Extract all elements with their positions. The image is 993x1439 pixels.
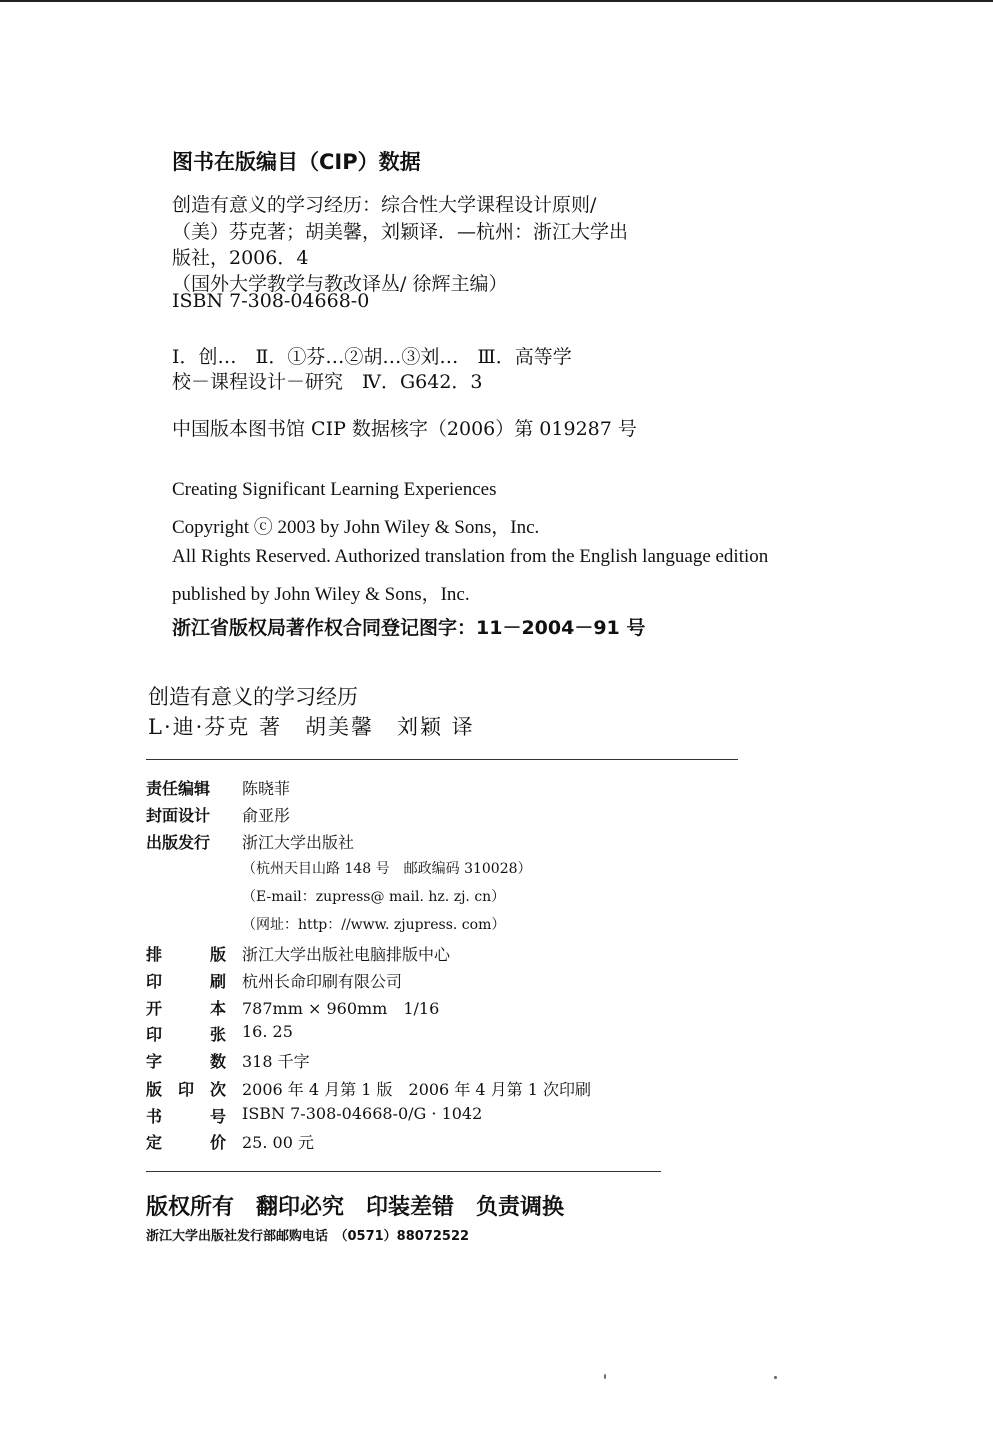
colophon-label-char: 印	[146, 1025, 163, 1044]
colophon-label: 责任编辑	[146, 779, 211, 798]
colophon-label-char: 字	[146, 1052, 163, 1071]
scan-speck	[774, 1376, 777, 1379]
colophon-value: 16. 25	[242, 1022, 293, 1041]
order-phone: 浙江大学出版社发行部邮购电话 （0571）88072522	[146, 1229, 470, 1244]
colophon-label: 封面设计	[146, 806, 211, 825]
cip-line: 版社，2006．4	[172, 247, 309, 269]
colophon-value: 2006 年 4 月第 1 版 2006 年 4 月第 1 次印刷	[242, 1080, 592, 1099]
colophon-label	[146, 1022, 226, 1045]
colophon-label-char: 开	[146, 999, 163, 1018]
colophon-address: （杭州天目山路 148 号 邮政编码 310028）	[242, 861, 532, 877]
colophon-label	[146, 1077, 226, 1100]
colophon-label-char: 次	[209, 1080, 226, 1099]
cip-line: （美）芬克著；胡美馨，刘颖译．—杭州：浙江大学出	[172, 221, 629, 243]
scan-speck	[604, 1374, 606, 1379]
colophon-label-char: 数	[209, 1052, 226, 1071]
cip-record-number: 中国版本图书馆 CIP 数据核字（2006）第 019287 号	[172, 418, 637, 440]
colophon-value: 318 千字	[242, 1052, 310, 1071]
colophon-value: 浙江大学出版社	[242, 833, 355, 852]
divider	[146, 1171, 661, 1172]
colophon-value: 787mm × 960mm 1/16	[242, 999, 440, 1018]
colophon-value: 杭州长命印刷有限公司	[242, 972, 403, 991]
cip-heading: 图书在版编目（CIP）数据	[172, 150, 421, 174]
colophon-label-char: 印	[177, 1080, 194, 1099]
colophon-label-char: 刷	[209, 972, 226, 991]
registration-line: 浙江省版权局著作权合同登记图字：11－2004－91 号	[172, 617, 646, 639]
colophon-label	[146, 1049, 226, 1072]
original-title: Creating Significant Learning Experiences	[172, 479, 497, 500]
colophon-label	[146, 1104, 226, 1127]
cip-isbn: ISBN 7-308-04668-0	[172, 290, 370, 312]
colophon-label-char: 定	[146, 1133, 163, 1152]
colophon-label	[146, 942, 226, 965]
publisher-line: published by John Wiley & Sons，Inc.	[172, 584, 470, 605]
colophon-label	[146, 996, 226, 1019]
book-title: 创造有意义的学习经历	[148, 685, 358, 709]
copyright-line: Copyright ⓒ 2003 by John Wiley & Sons，Inc.	[172, 517, 540, 538]
colophon-label: 出版发行	[146, 833, 211, 852]
colophon-email: （E-mail：zupress@ mail. hz. zj. cn）	[242, 889, 506, 905]
colophon-value: 浙江大学出版社电脑排版中心	[242, 945, 451, 964]
colophon-label-char: 版	[209, 945, 226, 964]
copyright-notice: 版权所有 翻印必究 印装差错 负责调换	[146, 1195, 565, 1220]
cip-line: 创造有意义的学习经历：综合性大学课程设计原则/	[172, 194, 597, 216]
colophon-label-char: 号	[209, 1107, 226, 1126]
colophon-value: 俞亚彤	[242, 806, 291, 825]
colophon-value: ISBN 7-308-04668-0/G · 1042	[242, 1104, 483, 1123]
cip-classification: 校－课程设计－研究 Ⅳ．G642．3	[172, 371, 483, 393]
colophon-label-char: 印	[146, 972, 163, 991]
colophon-label-char: 版	[146, 1080, 163, 1099]
colophon-label-char: 价	[209, 1133, 226, 1152]
rights-line: All Rights Reserved. Authorized translation from the English language edition	[172, 546, 769, 567]
cip-line: （国外大学教学与教改译丛/ 徐辉主编）	[172, 273, 508, 295]
colophon-label-char: 排	[146, 945, 163, 964]
colophon-value: 25. 00 元	[242, 1133, 314, 1152]
colophon-value: 陈晓菲	[242, 779, 291, 798]
book-authors: L·迪·芬克 著 胡美馨 刘颖 译	[148, 715, 475, 739]
scan-top-edge	[0, 0, 993, 2]
colophon-label	[146, 969, 226, 992]
colophon-website: （网址：http：//www. zjupress. com）	[242, 917, 506, 933]
cip-classification: Ⅰ．创… Ⅱ．①芬…②胡…③刘… Ⅲ．高等学	[172, 346, 572, 368]
colophon-label-char: 书	[146, 1107, 163, 1126]
colophon-label	[146, 1130, 226, 1153]
colophon-label-char: 本	[209, 999, 226, 1018]
colophon-label-char: 张	[209, 1025, 226, 1044]
divider	[146, 759, 738, 760]
